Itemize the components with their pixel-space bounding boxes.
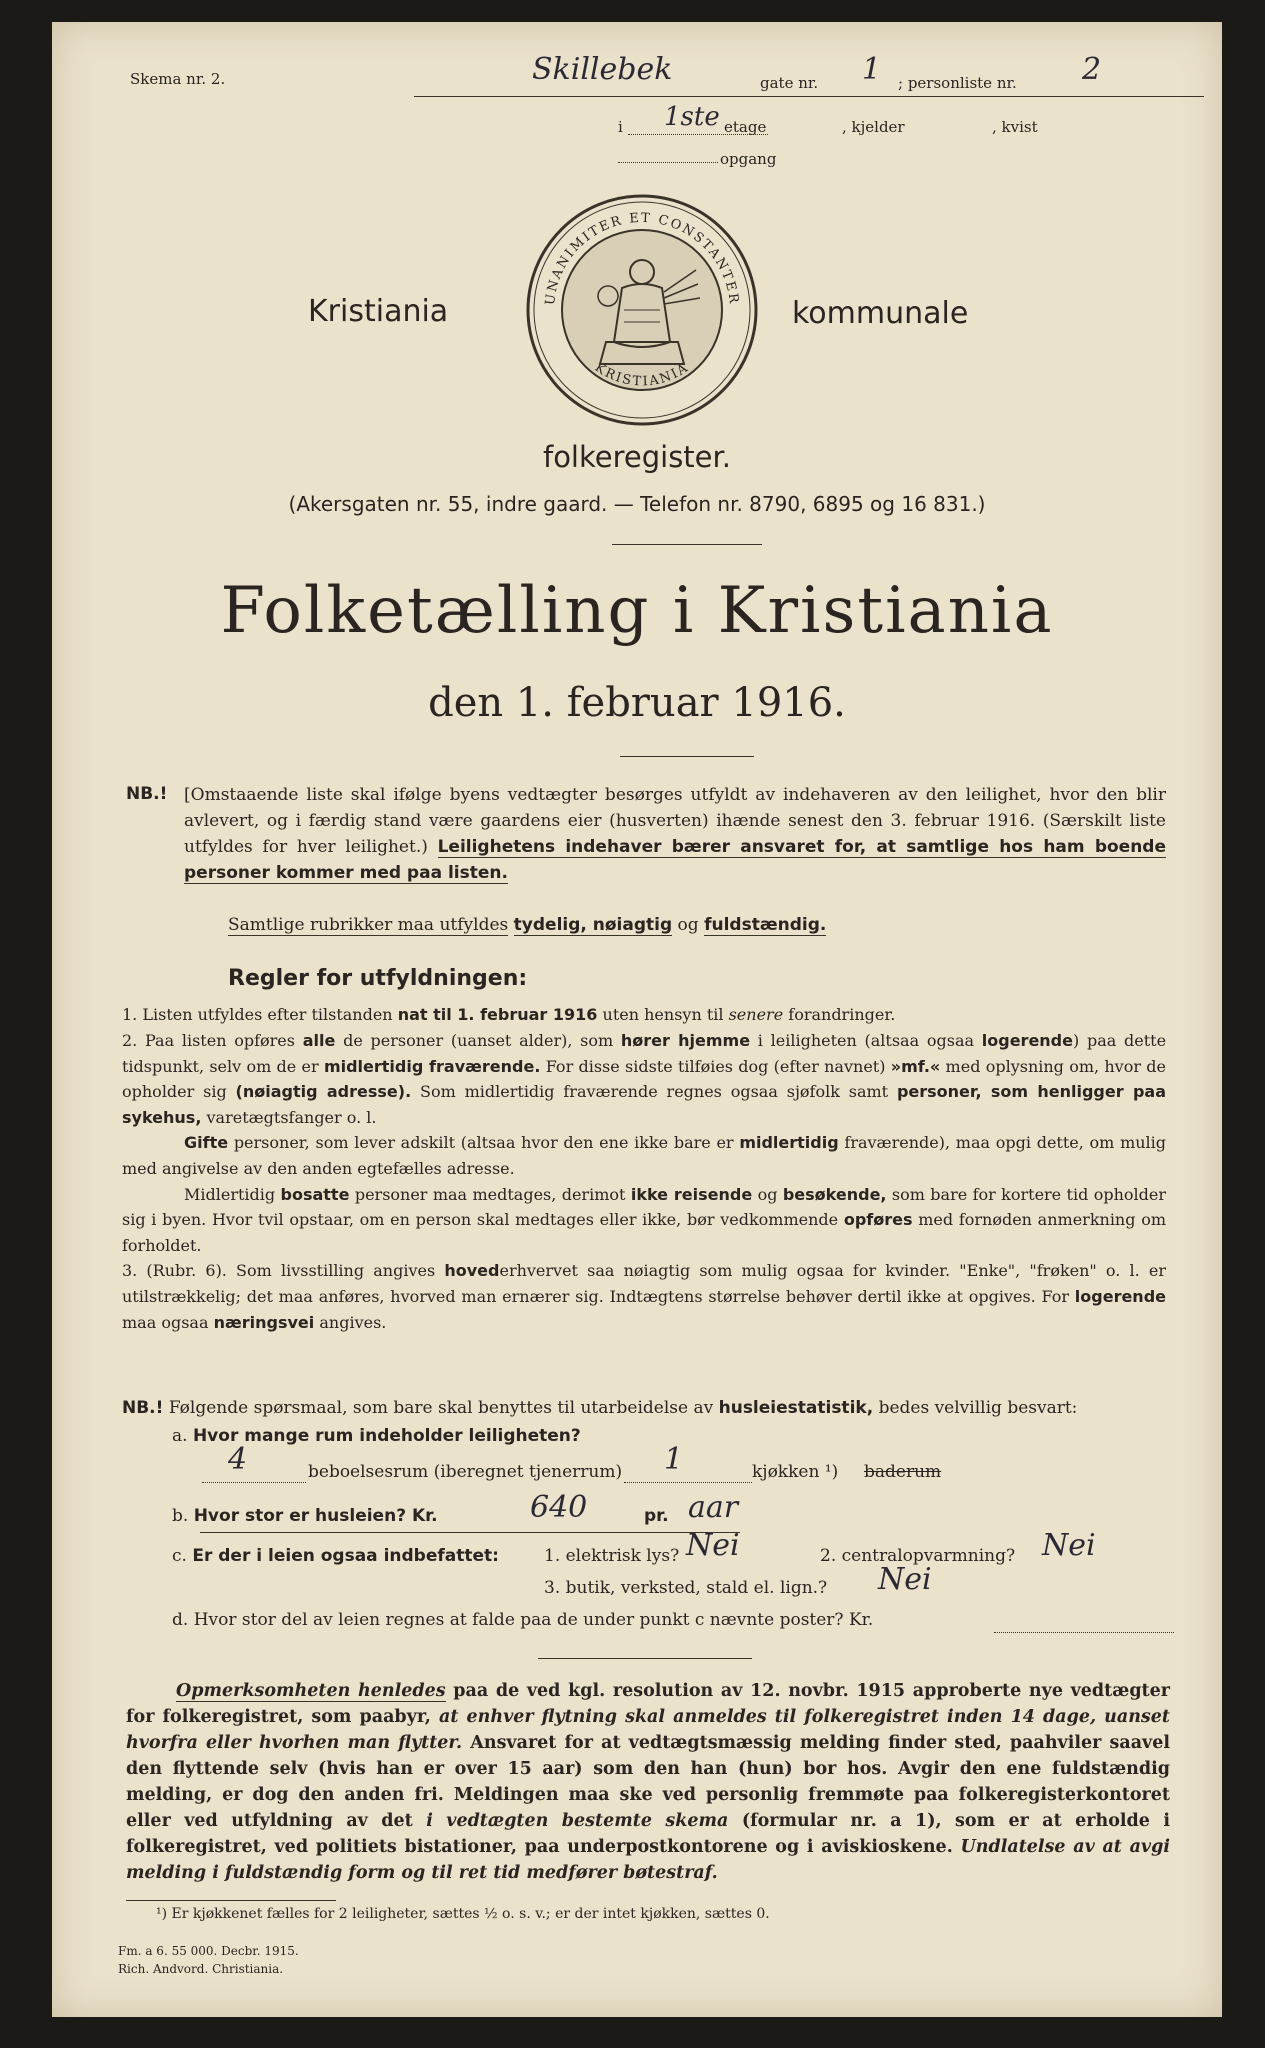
- question-b-text: Hvor stor er husleien? Kr.: [193, 1506, 438, 1526]
- rule-1-e: forandringer.: [788, 1005, 896, 1024]
- rule-midl-d: ikke reisende: [630, 1184, 753, 1204]
- i-label: i: [618, 118, 623, 136]
- rule-midl-c: personer maa medtages, derimot: [354, 1184, 626, 1204]
- bath-label-struck: baderum: [864, 1462, 942, 1482]
- rule-2-l: (nøiagtig adresse).: [235, 1082, 412, 1102]
- question-d-label: d.: [172, 1610, 189, 1630]
- notice-t5: (formular nr. a 1), som er at erholde i folkeregistret, ved politiets bistationer, paa underpostkontorene og i aviskioskene.: [126, 1811, 1171, 1857]
- nb2-intro-b: husleiestatistik,: [718, 1398, 874, 1418]
- rule-2-a: Paa listen opføres: [145, 1031, 295, 1050]
- c2-value: Nei: [1042, 1528, 1096, 1563]
- footnote: ¹) Er kjøkkenet fælles for 2 leiligheter, sættes ½ o. s. v.; er der intet kjøkken, sættes 0.: [156, 1906, 770, 1922]
- notice-t6: Undlatelse av at avgi melding i fuldstændig form og til ret tid medfører bøtestraf.: [126, 1837, 1170, 1883]
- rule-1-c: uten hensyn til: [602, 1005, 724, 1024]
- c1-label: 1. elektrisk lys?: [544, 1546, 680, 1566]
- opgang-line: [618, 150, 718, 163]
- census-form-sheet: [52, 22, 1222, 2017]
- rooms-label: beboelsesrum (iberegnet tjenerrum): [308, 1462, 623, 1482]
- rule-1: [122, 1002, 1166, 1028]
- rule-2-c: de personer (uanset alder), som: [343, 1031, 614, 1050]
- rule-midl-e: og: [757, 1184, 778, 1204]
- rule-3-e: maa ogsaa: [122, 1312, 209, 1332]
- question-c-text: Er der i leien ogsaa indbefattet:: [192, 1546, 499, 1566]
- question-b-label: b.: [172, 1506, 189, 1526]
- rule-2-i: For disse sidste tilføies dog (efter navnet): [545, 1056, 886, 1076]
- rule-midl-f: besøkende,: [782, 1184, 887, 1204]
- rule-2-m: Som midlertidig fraværende regnes ogsaa sjøfolk samt: [420, 1082, 889, 1102]
- kitchen-line: [624, 1454, 752, 1483]
- rule-3-c: erhvervet saa nøiagtig som mulig ogsaa for kvinder. "Enke", "frøken" o. l. er utilstrækkelig; det maa anføres, hvorved man ernærer sig. Indtægtens størrelse behøver dertil ikke at opgives. For: [122, 1261, 1166, 1306]
- nb1-paragraph: [184, 782, 1166, 886]
- rule-2-g: ) paa dette tidspunkt, selv om de er: [122, 1031, 1167, 1076]
- rent-period: aar: [688, 1490, 739, 1525]
- skema-number: Skema nr. 2.: [130, 70, 226, 88]
- etage-value: 1ste: [664, 102, 720, 132]
- city-seal: [524, 192, 760, 428]
- rules-heading: Regler for utfyldningen:: [228, 966, 528, 991]
- nb1-line2-c: og: [677, 915, 699, 935]
- gate-nr-value: 1: [862, 52, 882, 87]
- rule-1-a: Listen utfyldes efter tilstanden: [142, 1005, 393, 1024]
- c3-label: 3. butik, verksted, stald el. lign.?: [544, 1578, 828, 1598]
- question-c: [172, 1546, 499, 1566]
- rule-1-d: senere: [728, 1005, 784, 1024]
- rule-2-b: alle: [302, 1031, 336, 1050]
- title-date: den 1. februar 1916.: [428, 680, 846, 726]
- kjelder-label: , kjelder: [842, 118, 905, 136]
- nb1-line2: [228, 912, 826, 938]
- gate-nr-label: gate nr.: [760, 74, 819, 92]
- rule-2-n: personer, som henligger paa sykehus,: [122, 1082, 1166, 1127]
- c2-label: 2. centralopvarmning?: [820, 1546, 1016, 1566]
- rule-3-d: logerende: [1074, 1286, 1166, 1306]
- rooms-value: 4: [228, 1442, 248, 1477]
- question-d: [172, 1610, 873, 1630]
- rule-gifte-a: Gifte: [184, 1133, 229, 1153]
- kvist-label: , kvist: [992, 118, 1038, 136]
- seal-bottom-text: KRISTIANIA: [591, 360, 693, 390]
- rule-2: [122, 1028, 1166, 1335]
- rule-2-d: hører hjemme: [620, 1031, 751, 1050]
- rule-2-f: logerende: [981, 1031, 1073, 1050]
- question-d-kr: Kr.: [848, 1610, 874, 1630]
- divider-2: [620, 756, 754, 757]
- opgang-label: opgang: [720, 150, 777, 168]
- imprint-line-1: Fm. a 6. 55 000. Decbr. 1915.: [118, 1944, 299, 1958]
- nb2-intro: [122, 1398, 1166, 1418]
- rule-3-f: næringsvei: [213, 1312, 315, 1332]
- rule-1-num: 1.: [122, 1005, 138, 1024]
- nb2-intro-a: Følgende spørsmaal, som bare skal benyttes til utarbeidelse av: [168, 1398, 714, 1418]
- question-a-text: Hvor mange rum indeholder leiligheten?: [192, 1426, 581, 1446]
- rule-2-num: 2.: [122, 1031, 138, 1050]
- rule-midl-b: bosatte: [280, 1184, 350, 1204]
- notice-t4: i vedtægten bestemte skema: [426, 1811, 729, 1831]
- rent-pr: pr.: [644, 1506, 669, 1526]
- nb2-intro-c: bedes velvillig besvart:: [878, 1398, 1078, 1418]
- nb1-text: [Omstaaende liste skal ifølge byens vedtægter besørges utfyldt av indehaveren av den leilighet, hvor den blir avlevert, og i færdig stand være gaardens eier (husverten) ihænde senest den 3. februar 1916. (Særskilt liste utfyldes for hver leilighet.): [184, 785, 1166, 857]
- rule-2-h: midlertidig fraværende.: [323, 1056, 541, 1076]
- divider-3: [538, 1658, 752, 1659]
- rule-3-b: hoved: [444, 1261, 500, 1281]
- personliste-value: 2: [1082, 52, 1102, 87]
- rule-gifte-d: fraværende), maa opgi dette, om mulig med angivelse av den anden egtefælles adresse.: [122, 1133, 1167, 1178]
- seal-top-text: UNANIMITER ET CONSTANTER: [542, 210, 742, 306]
- masthead-sub: folkeregister.: [542, 440, 731, 474]
- rule-3-num: 3.: [122, 1261, 138, 1281]
- nb1-label: NB.!: [126, 784, 168, 804]
- etage-label: etage: [724, 118, 767, 136]
- rule-gifte-c: midlertidig: [739, 1133, 839, 1153]
- rule-2-k: med oplysning om, hvor de opholder sig: [122, 1056, 1166, 1102]
- rule-2-j: »mf.«: [890, 1056, 941, 1076]
- masthead-right: kommunale: [792, 296, 969, 331]
- d-answer-line: [994, 1620, 1174, 1633]
- main-title: Folketælling i Kristiania: [220, 574, 1054, 648]
- personliste-label: ; personliste nr.: [898, 74, 1017, 92]
- kitchen-label: kjøkken ¹): [752, 1462, 839, 1482]
- rule-midl-i: med fornøden anmerkning om forholdet.: [122, 1210, 1166, 1255]
- question-a-label: a.: [172, 1426, 188, 1446]
- rule-midl-g: som bare for kortere tid opholder sig i byen. Hvor tvil opstaar, om en person skal medtages eller ikke, bør vedkommende: [122, 1184, 1166, 1230]
- rule-midl-a: Midlertidig: [184, 1184, 276, 1204]
- question-c-label: c.: [172, 1546, 187, 1566]
- nb1-line2-b: tydelig, nøiagtig: [513, 915, 673, 935]
- divider-1: [612, 544, 762, 545]
- imprint-line-2: Rich. Andvord. Christiania.: [118, 1962, 284, 1976]
- rule-2-e: i leiligheten (altsaa ogsaa: [757, 1031, 975, 1050]
- notice-t3: Ansvaret for at vedtægtsmæssig melding finder sted, paahviler saavel den flyttende selv (hvis han er over 15 aar) som den han (hun) bor hos. Avgir den ene fuldstændig melding, er dog den anden fri. Meldingen maa ske ved personlig fremmøte paa folkeregisterkontoret eller ved utfyldning av det: [126, 1733, 1170, 1831]
- nb1-line2-d: fuldstændig.: [704, 915, 827, 935]
- question-d-text: Hvor stor del av leien regnes at falde paa de under punkt c nævnte poster?: [193, 1610, 844, 1630]
- rule-midl-h: opføres: [843, 1210, 913, 1230]
- seal-graphic: [524, 192, 760, 428]
- nb1-line2-a: Samtlige rubrikker maa utfyldes: [228, 915, 509, 935]
- notice-lead: Opmerksomheten henledes: [176, 1681, 446, 1701]
- notice-t1: paa de ved kgl. resolution av 12. novbr. 1915 approberte nye vedtægter for folkeregistret, som paabyr,: [126, 1681, 1170, 1727]
- nb1-emphasis: Leilighetens indehaver bærer ansvaret for, at samtlige hos ham boende personer kommer med paa listen.: [184, 837, 1167, 883]
- nb2-label: NB.!: [122, 1398, 164, 1418]
- imprint: [118, 1942, 299, 1978]
- rent-value: 640: [530, 1490, 588, 1525]
- notice-t2: at enhver flytning skal anmeldes til folkeregistret inden 14 dage, uanset hvorfra eller hvorhen man flytter.: [126, 1707, 1171, 1753]
- rule-2-o: varetægtsfanger o. l.: [206, 1107, 377, 1127]
- rooms-line: [202, 1454, 306, 1483]
- rule-gifte-b: personer, som lever adskilt (altsaa hvor den ene ikke bare er: [233, 1133, 734, 1153]
- footnote-rule: [126, 1900, 336, 1901]
- question-b: [172, 1506, 438, 1526]
- c1-value: Nei: [686, 1528, 740, 1563]
- masthead-left: Kristiania: [308, 294, 449, 329]
- masthead-address: (Akersgaten nr. 55, indre gaard. — Telefon nr. 8790, 6895 og 16 831.): [288, 492, 986, 516]
- kitchen-value: 1: [664, 1442, 684, 1477]
- rule-3-a: (Rubr. 6). Som livsstilling angives: [146, 1261, 436, 1281]
- street-name-handwritten: Skillebek: [532, 52, 673, 87]
- rule-3-g: angives.: [319, 1312, 387, 1332]
- notice-paragraph: [126, 1678, 1170, 1886]
- c3-value: Nei: [878, 1562, 932, 1597]
- rule-1-b: nat til 1. februar 1916: [397, 1005, 598, 1024]
